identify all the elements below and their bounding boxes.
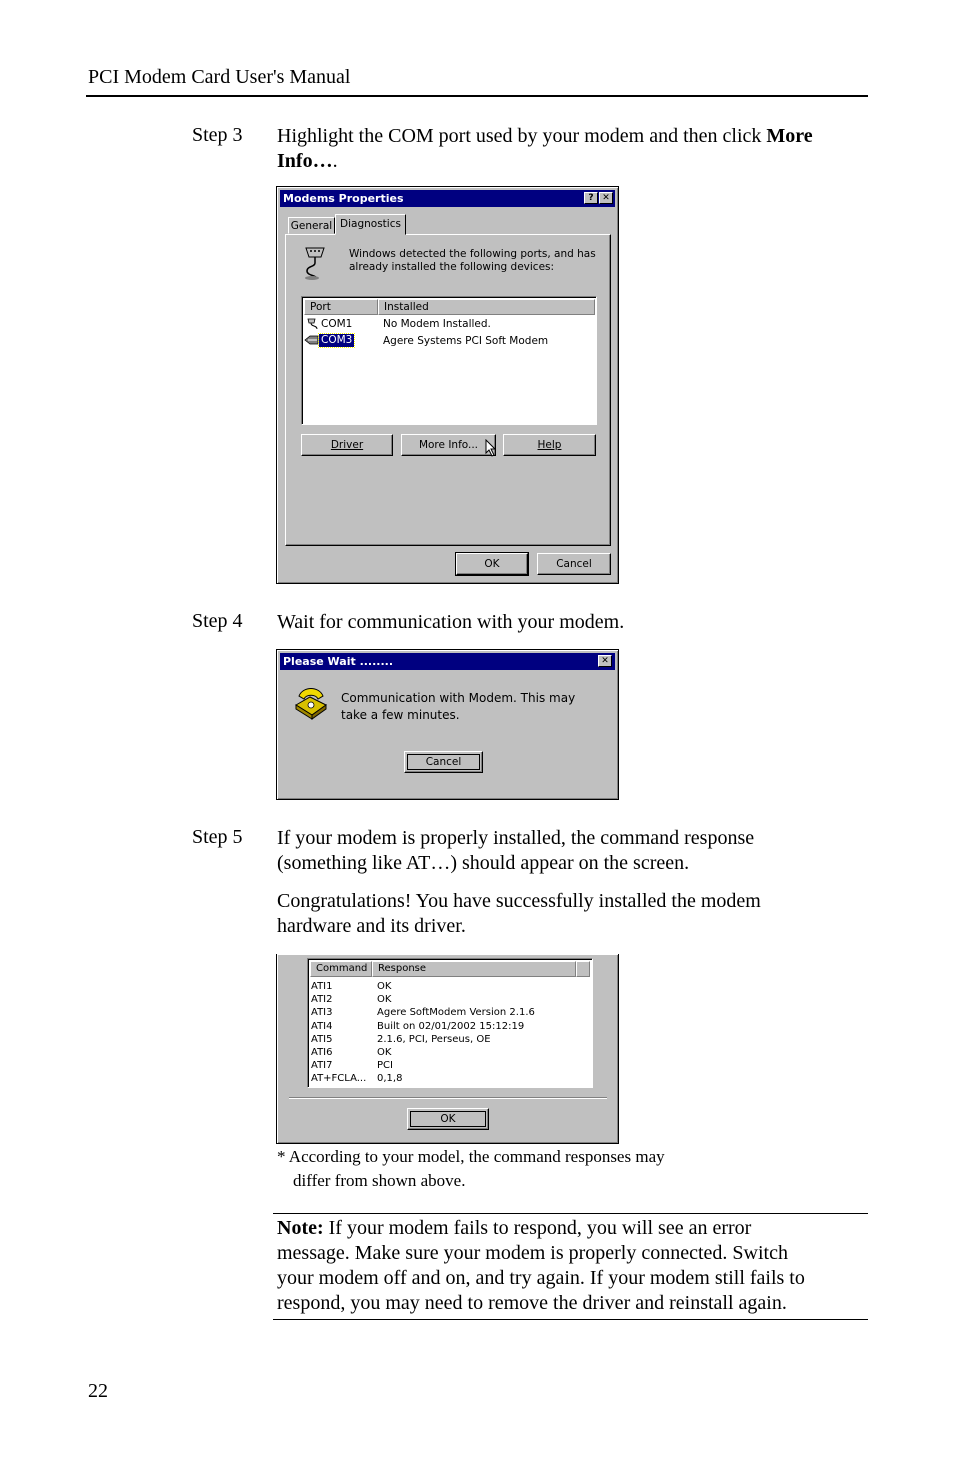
note-line4: respond, you may need to remove the driver and reinstall again. — [277, 1292, 787, 1314]
dialog2-message-line1: Communication with Modem. This may — [341, 691, 576, 705]
close-title-button[interactable]: ✕ — [598, 655, 612, 667]
port-connector-icon — [298, 245, 332, 281]
ok-button[interactable]: OK — [407, 1108, 489, 1130]
port-cell-selected: COM3 — [321, 334, 353, 346]
note-top-rule — [273, 1213, 868, 1214]
please-wait-dialog — [276, 649, 619, 800]
dialog2-title: Please Wait ........ — [283, 655, 394, 668]
footnote — [277, 1145, 665, 1193]
dialog2-message-line2: take a few minutes. — [341, 708, 460, 722]
step3-text-after: . — [332, 150, 338, 172]
command-cell: ATI7 — [311, 1060, 333, 1072]
command-cell: ATI1 — [311, 981, 333, 992]
command-cell: ATI6 — [311, 1047, 333, 1058]
step3-label: Step 3 — [192, 124, 243, 146]
note-line1: If your modem fails to respond, you will see an error — [323, 1217, 752, 1239]
response-cell: 2.1.6, PCI, Perseus, OE — [377, 1033, 491, 1045]
diagnostics-panel — [285, 234, 611, 546]
footnote-line1: * According to your model, the command responses may — [277, 1147, 665, 1166]
step3-more-info: More Info… — [277, 125, 813, 172]
column-header-port[interactable]: Port — [304, 299, 378, 315]
close-title-button[interactable]: ✕ — [599, 192, 613, 204]
step5-line2: (something like AT…) should appear on the screen. — [277, 852, 690, 874]
footnote-line2: differ from shown above. — [293, 1171, 466, 1190]
mouse-cursor-icon — [485, 439, 497, 457]
step5-line1: If your modem is properly installed, the command response — [277, 827, 755, 849]
command-response-listview[interactable] — [307, 958, 593, 1088]
column-header-command[interactable]: Command — [310, 961, 372, 977]
response-cell: Agere SoftModem Version 2.1.6 — [377, 1007, 535, 1019]
dialog2-titlebar — [280, 653, 615, 670]
congrats-line2: hardware and its driver. — [277, 915, 466, 937]
help-button[interactable] — [503, 434, 596, 456]
dialog1-titlebar — [280, 190, 615, 207]
ok-button[interactable]: OK — [456, 553, 528, 575]
page-number: 22 — [88, 1380, 108, 1402]
port-cell: COM1 — [321, 318, 353, 330]
installed-cell: No Modem Installed. — [383, 318, 491, 330]
command-cell: ATI3 — [311, 1007, 333, 1019]
step4-label: Step 4 — [192, 610, 243, 632]
modems-properties-dialog — [276, 186, 619, 584]
more-info-button-label: More Info... — [418, 439, 479, 451]
column-header-installed[interactable]: Installed — [378, 299, 595, 315]
command-cell: AT+FCLA... — [311, 1073, 367, 1085]
modem-icon — [304, 334, 320, 346]
congrats-line1: Congratulations! You have successfully installed the modem — [277, 890, 761, 912]
note-label: Note: — [277, 1217, 324, 1239]
response-cell: 0,1,8 — [377, 1073, 403, 1085]
serial-port-icon — [306, 317, 321, 331]
step5-label: Step 5 — [192, 826, 243, 848]
tab-diagnostics[interactable]: Diagnostics — [335, 214, 406, 235]
congratulations-paragraph — [277, 889, 867, 939]
running-header: PCI Modem Card User's Manual — [88, 66, 351, 88]
step5-text — [277, 826, 867, 876]
response-cell: OK — [377, 981, 392, 992]
ports-listview[interactable] — [301, 296, 597, 425]
dialog1-message-line2: already installed the following devices: — [349, 261, 555, 273]
dialog1-message-line1: Windows detected the following ports, and has — [349, 248, 596, 260]
step4-text: Wait for communication with your modem. — [277, 611, 625, 633]
column-header-spacer — [576, 961, 590, 977]
driver-button-label: Driver — [330, 439, 364, 451]
step3-text — [277, 124, 867, 174]
more-info-button[interactable] — [401, 434, 496, 456]
note-line3: your modem off and on, and try again. If your modem still fails to — [277, 1267, 805, 1289]
command-cell: ATI2 — [311, 994, 333, 1006]
note-line2: message. Make sure your modem is properly connected. Switch — [277, 1242, 788, 1264]
installed-cell: Agere Systems PCI Soft Modem — [383, 335, 549, 347]
help-button-label: Help — [537, 439, 562, 451]
header-rule — [86, 95, 868, 97]
response-cell: Built on 02/01/2002 15:12:19 — [377, 1020, 525, 1032]
cancel-button[interactable]: Cancel — [404, 751, 483, 773]
command-response-dialog — [276, 954, 619, 1144]
note-bottom-rule — [273, 1319, 868, 1320]
dialog1-title: Modems Properties — [283, 192, 404, 205]
note-box — [277, 1216, 867, 1316]
response-cell: OK — [377, 1047, 392, 1058]
column-header-response[interactable]: Response — [372, 961, 576, 977]
separator — [289, 1097, 607, 1099]
command-cell: ATI5 — [311, 1033, 333, 1045]
response-cell: OK — [377, 994, 392, 1006]
help-title-button[interactable]: ? — [584, 192, 598, 204]
command-cell: ATI4 — [311, 1020, 333, 1032]
response-cell: PCI — [377, 1060, 393, 1072]
tab-general[interactable]: General — [288, 217, 335, 234]
telephone-icon — [292, 683, 330, 721]
driver-button[interactable] — [301, 434, 393, 456]
cancel-button[interactable]: Cancel — [537, 553, 611, 575]
step3-text-before: Highlight the COM port used by your modem and then click — [277, 125, 767, 147]
